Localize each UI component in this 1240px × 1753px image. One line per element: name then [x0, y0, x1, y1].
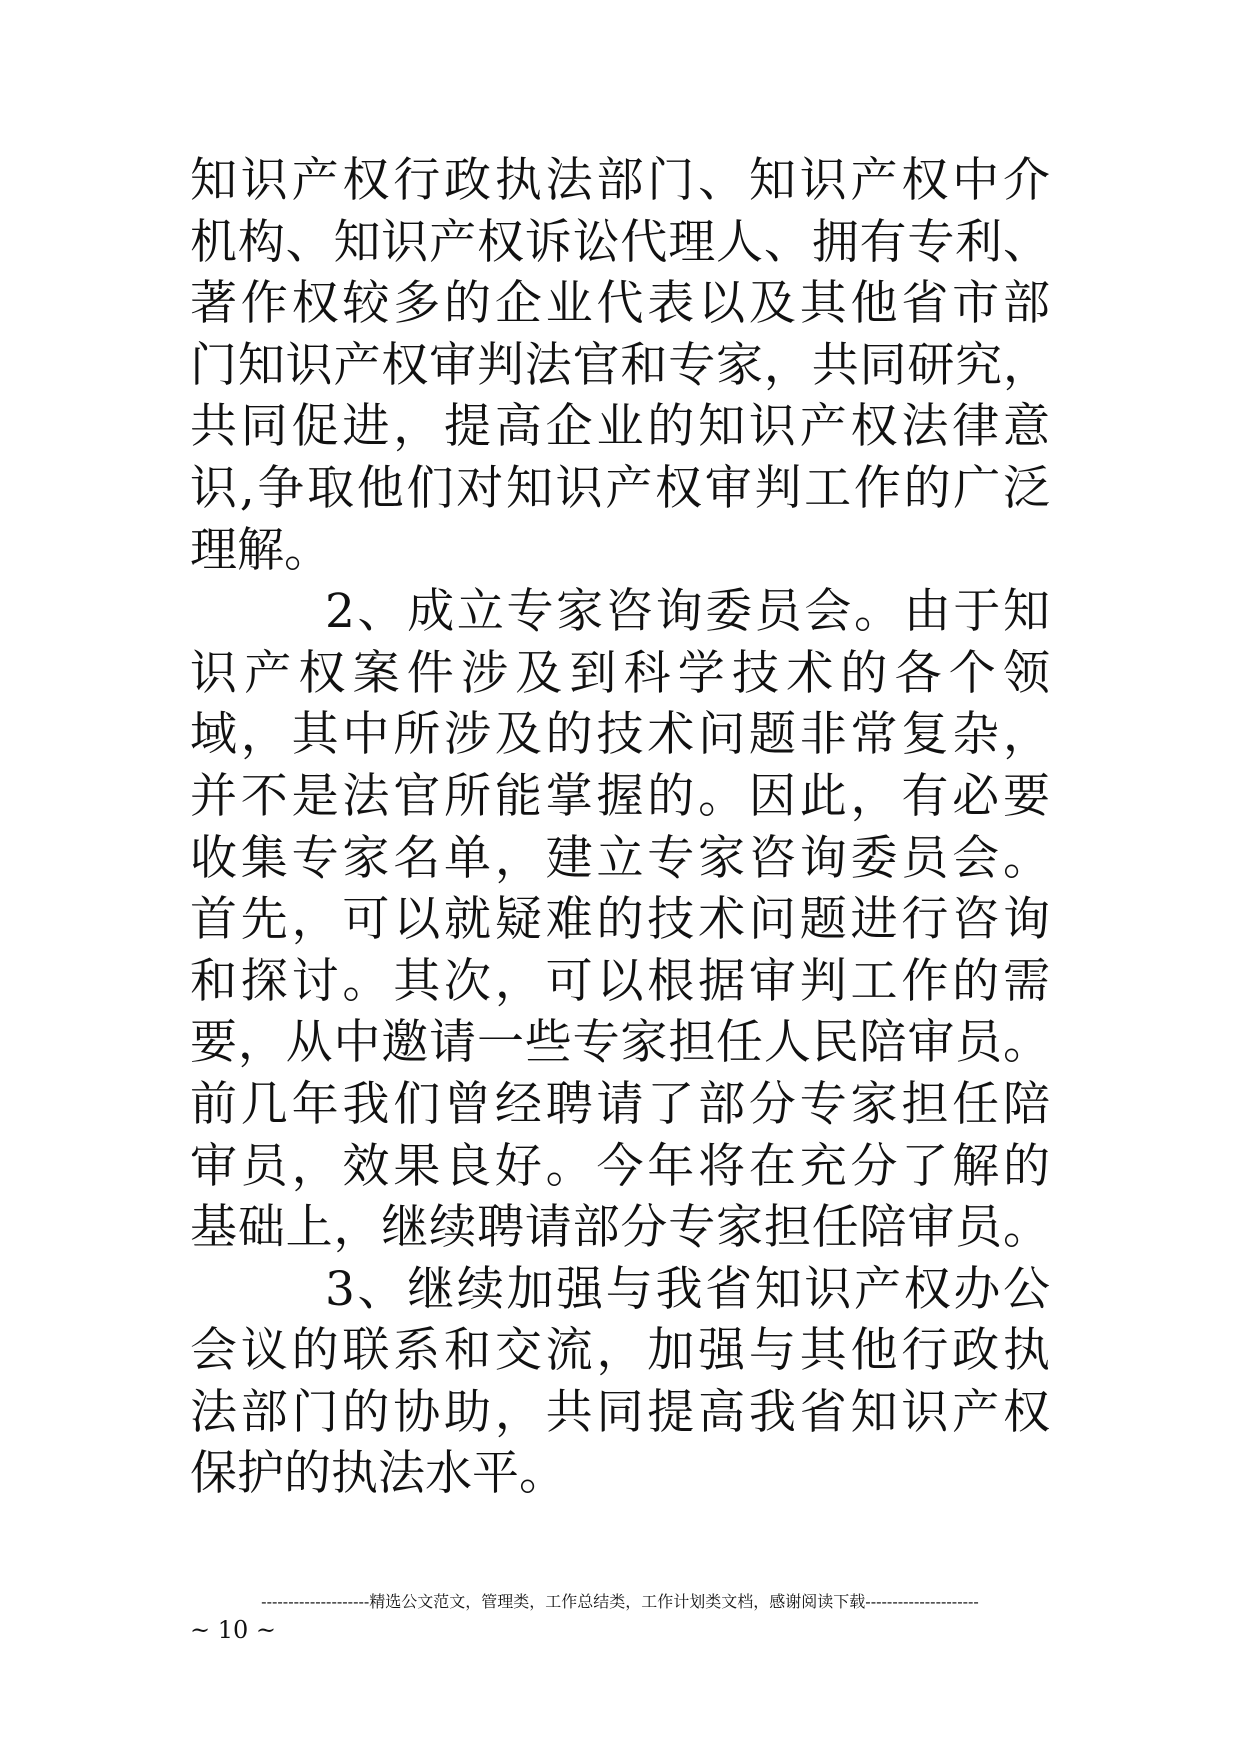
text-line: 门知识产权审判法官和专家，共同研究， [190, 337, 1050, 393]
text-line: 和探讨。其次，可以根据审判工作的需 [190, 953, 1050, 1009]
page-number: ~ 10 ~ [190, 1616, 277, 1644]
text-line: 理解。 [190, 522, 331, 578]
text-line: 基础上，继续聘请部分专家担任陪审员。 [190, 1200, 1050, 1256]
text-line: 3、继续加强与我省知识产权办公 [325, 1261, 1050, 1317]
text-line: 前几年我们曾经聘请了部分专家担任陪 [190, 1076, 1050, 1132]
text-line: 机构、知识产权诉讼代理人、拥有专利、 [190, 214, 1050, 270]
text-line: 并不是法官所能掌握的。因此，有必要 [190, 768, 1050, 824]
text-line: 知识产权行政执法部门、知识产权中介 [190, 153, 1050, 208]
text-line: 著作权较多的企业代表以及其他省市部 [190, 276, 1050, 332]
text-line: 审员，效果良好。今年将在充分了解的 [190, 1138, 1050, 1194]
footer-banner: --------------------精选公文范文，管理类，工作总结类，工作计划类文档，感谢阅读下载--------------------- [261, 1592, 979, 1611]
text-line: 识产权案件涉及到科学技术的各个领 [190, 645, 1050, 701]
text-line: 域，其中所涉及的技术问题非常复杂， [190, 707, 1050, 763]
text-line: 法部门的协助，共同提高我省知识产权 [190, 1384, 1050, 1440]
body-text [190, 150, 1050, 1505]
text-line: 识,争取他们对知识产权审判工作的广泛 [190, 460, 1050, 516]
text-line: 共同促进，提高企业的知识产权法律意 [190, 399, 1050, 455]
text-line: 会议的联系和交流，加强与其他行政执 [190, 1323, 1050, 1379]
text-line: 要，从中邀请一些专家担任人民陪审员。 [190, 1015, 1050, 1071]
text-line: 首先，可以就疑难的技术问题进行咨询 [190, 892, 1050, 948]
text-line: 收集专家名单，建立专家咨询委员会。 [190, 830, 1050, 886]
text-line: 保护的执法水平。 [190, 1446, 566, 1502]
text-line: 2、成立专家咨询委员会。由于知 [325, 584, 1050, 640]
